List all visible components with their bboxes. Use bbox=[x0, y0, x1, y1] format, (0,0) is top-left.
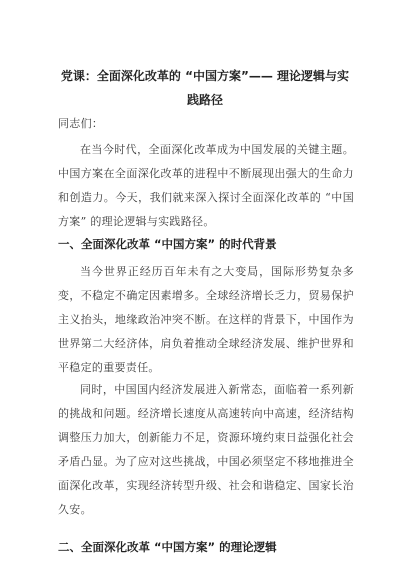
section-1-paragraph-1: 当今世界正经历百年未有之大变局，国际形势复杂多变，不稳定不确定因素增多。全球经济增长乏力，贸易保护主义抬头，地缘政治冲突不断。在这样的背景下，中国作为世界第二大经济体，肩负着推动全球经济发展、维护世界和平稳定的重要责任。 bbox=[58, 265, 354, 374]
section-2-heading: 二、全面深化改革 “中国方案” 的理论逻辑 bbox=[58, 540, 277, 554]
salutation: 同志们： bbox=[58, 117, 104, 130]
section-1-paragraph-2: 同时，中国国内经济发展进入新常态，面临着一系列新的挑战和问题。经济增长速度从高速转向中高速，经济结构调整压力加大，创新能力不足，资源环境约束日益强化社会矛盾凸显。为了应对这些挑战，中国必须坚定不移地推进全面深化改革，实现经济转型升级、社会和谐稳定、国家长治久安。 bbox=[58, 383, 354, 516]
intro-paragraph: 在当今时代，全面深化改革成为中国发展的关键主题。中国方案在全面深化改革的进程中不断展现出强大的生命力和创造力。今天，我们就来深入探讨全面深化改革的 “中国方案” 的理论逻辑与实践路径。 bbox=[58, 143, 354, 228]
document-title: 党课：全面深化改革的 “中国方案”—— 理论逻辑与实践路径 bbox=[60, 69, 350, 107]
section-1-heading: 一、全面深化改革 “中国方案” 的时代背景 bbox=[58, 237, 277, 251]
